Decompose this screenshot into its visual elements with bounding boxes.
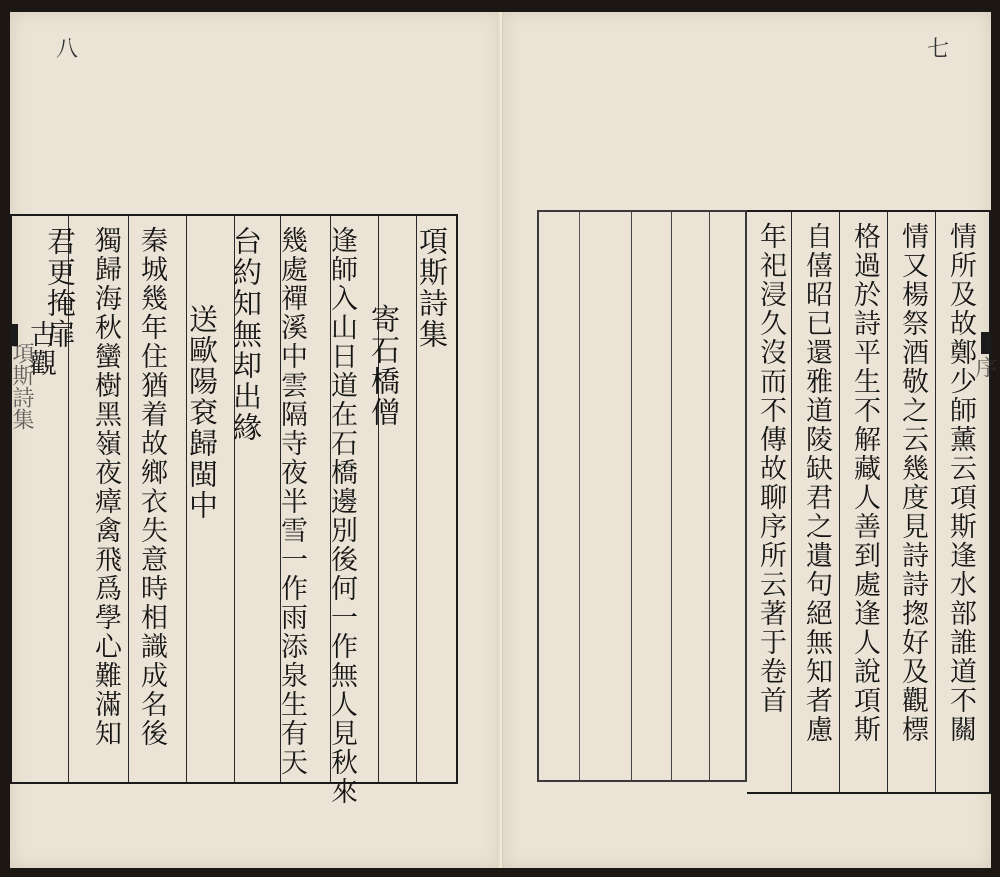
left-col-8: 獨歸海秋蠻樹黑嶺夜瘴禽飛爲學心難滿知 [90, 226, 121, 748]
right-col-1: 情所及故鄭少師薰云項斯逢水部誰道不關 [945, 222, 976, 744]
right-margin-tab: 序 [972, 356, 997, 378]
left-col-4: 幾處禪溪中雲隔寺夜半雪一作雨添泉生有天 [276, 226, 307, 777]
left-col-6: 送歐陽袞歸閩中 [185, 304, 219, 521]
left-col-7: 秦城幾年住猶着故鄉衣失意時相識成名後 [136, 226, 167, 748]
left-margin-tab: 項斯詩集 [9, 342, 34, 430]
right-col-4: 自僖昭已還雅道陵缺君之遺句絕無知者慮 [801, 222, 832, 744]
right-col-5: 年祀浸久沒而不傳故聊序所云著于卷首 [755, 222, 786, 715]
left-col-5: 台約知無却出緣 [229, 226, 263, 443]
right-text-frame [747, 210, 991, 794]
left-col-3: 逢師入山日道在石橋邊別後何一作無人見秋來 [326, 226, 357, 806]
right-col-3: 格過於詩平生不解藏人善到處逢人說項斯 [849, 222, 880, 744]
left-page [10, 12, 501, 868]
left-col-9: 君更掩扉 [43, 226, 77, 350]
right-folio: 七 [927, 37, 950, 62]
right-empty-frame [537, 210, 747, 782]
left-col-2: 寄石橋僧 [367, 304, 401, 428]
right-col-2: 情又楊祭酒敬之云幾度見詩詩揔好及觀標 [897, 222, 928, 744]
right-page [502, 12, 997, 868]
right-fishtail-mark [981, 332, 991, 354]
left-folio: 八 [56, 37, 79, 62]
left-col-1: 項斯詩集 [415, 226, 449, 350]
left-col-10: 古觀 [25, 320, 56, 378]
left-text-frame [10, 214, 458, 806]
